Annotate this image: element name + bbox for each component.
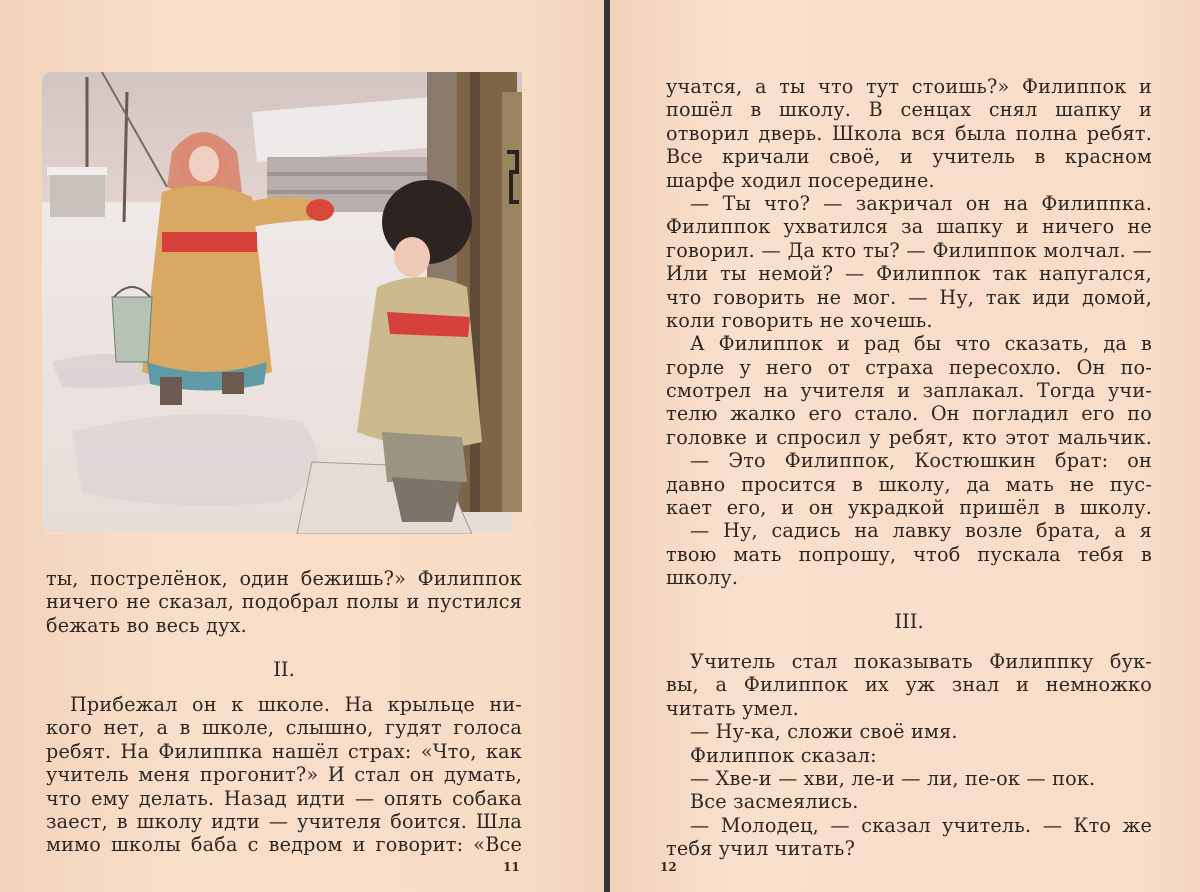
text-line: говорил. — Да кто ты? — Филиппок молчал. —: [666, 238, 1152, 262]
text-line: телю жалко его стало. Он погладил его по: [666, 402, 1152, 426]
page-number: 12: [660, 860, 677, 874]
right-text-block-2: [666, 650, 1152, 861]
text-line: — Молодец, — сказал учитель. — Кто же: [690, 813, 1152, 837]
text-line: головке и спросил у ребят, кто этот мальчик.: [666, 425, 1152, 449]
text-line: смотрел на учителя и заплакал. Тогда учи-: [666, 379, 1152, 403]
right-text-block-1: [666, 75, 1152, 590]
text-line: ничего не сказал, подобрал полы и пустился: [46, 590, 522, 614]
text-line: заест, в школу идти — учителя боится. Шла: [46, 809, 522, 833]
text-line: Все кричали своё, и учитель в красном: [666, 145, 1152, 169]
text-line: вы, а Филиппок их уж знал и немножко: [666, 673, 1152, 697]
paragraph-school-arrival: [46, 693, 522, 857]
text-line: — Это Филиппок, Костюшкин брат: он: [690, 449, 1152, 473]
text-line: шарфе ходил посередине.: [666, 168, 935, 192]
text-line: ребят. На Филиппка нашёл страх: «Что, как: [46, 739, 522, 763]
text-line: учитель меня прогонит?» И стал он думать,: [46, 763, 522, 787]
text-line: читать умел.: [666, 696, 799, 720]
text-line: — Ты что? — закричал он на Филиппка.: [690, 191, 1152, 215]
text-line: бежать во весь дух.: [46, 613, 247, 637]
section-heading-iii: III.: [894, 610, 924, 633]
text-line: кого нет, а в школе, слышно, гудят голоса: [46, 716, 522, 740]
text-line: мимо школы баба с ведром и говорит: «Все: [46, 833, 522, 857]
right-page: [610, 0, 1200, 892]
text-line: учатся, а ты что тут стоишь?» Филиппок и: [666, 75, 1152, 98]
text-line: А Филиппок и рад бы что сказать, да в: [690, 332, 1152, 356]
paragraph-continuation: [46, 567, 522, 637]
text-line: — Хве-и — хви, ле-и — ли, пе-ок — пок.: [690, 766, 1096, 790]
text-line: давно просится в школу, да мать не пус-: [666, 472, 1152, 496]
text-line: пошёл в школу. В сенцах снял шапку и: [666, 98, 1152, 122]
text-line: Филиппок ухватился за шапку и ничего не: [666, 215, 1152, 239]
winter-scene-illustration: [42, 72, 534, 534]
text-line: Или ты немой? — Филиппок так напугался,: [666, 262, 1152, 286]
story-illustration: [42, 72, 534, 534]
text-line: Филиппок сказал:: [690, 743, 877, 767]
text-line: ты, пострелёнок, один бежишь?» Филиппок: [46, 567, 522, 590]
text-line: тебя учил читать?: [666, 837, 856, 861]
section-heading-ii: II.: [273, 658, 295, 681]
text-line: что ему делать. Назад идти — опять собака: [46, 786, 522, 810]
text-line: — Ну, садись на лавку возле брата, а я: [690, 519, 1152, 543]
text-line: кает его, и он украдкой пришёл в школу.: [666, 496, 1152, 520]
page-number: 11: [503, 860, 520, 874]
text-line: отворил дверь. Школа вся была полна ребят.: [666, 121, 1152, 145]
text-line: твою мать попрошу, чтоб пускала тебя в: [666, 542, 1152, 566]
text-line: школу.: [666, 566, 739, 590]
text-line: что говорить не мог. — Ну, так иди домой,: [666, 285, 1152, 309]
text-line: Прибежал он к школе. На крыльце ни-: [70, 693, 522, 716]
text-line: горле у него от страха пересохло. Он по-: [666, 355, 1152, 379]
text-line: Учитель стал показывать Филиппку бук-: [690, 650, 1152, 673]
text-line: — Ну-ка, сложи своё имя.: [690, 720, 958, 744]
text-line: коли говорить не хочешь.: [666, 308, 933, 332]
text-line: Все засмеялись.: [690, 790, 859, 814]
